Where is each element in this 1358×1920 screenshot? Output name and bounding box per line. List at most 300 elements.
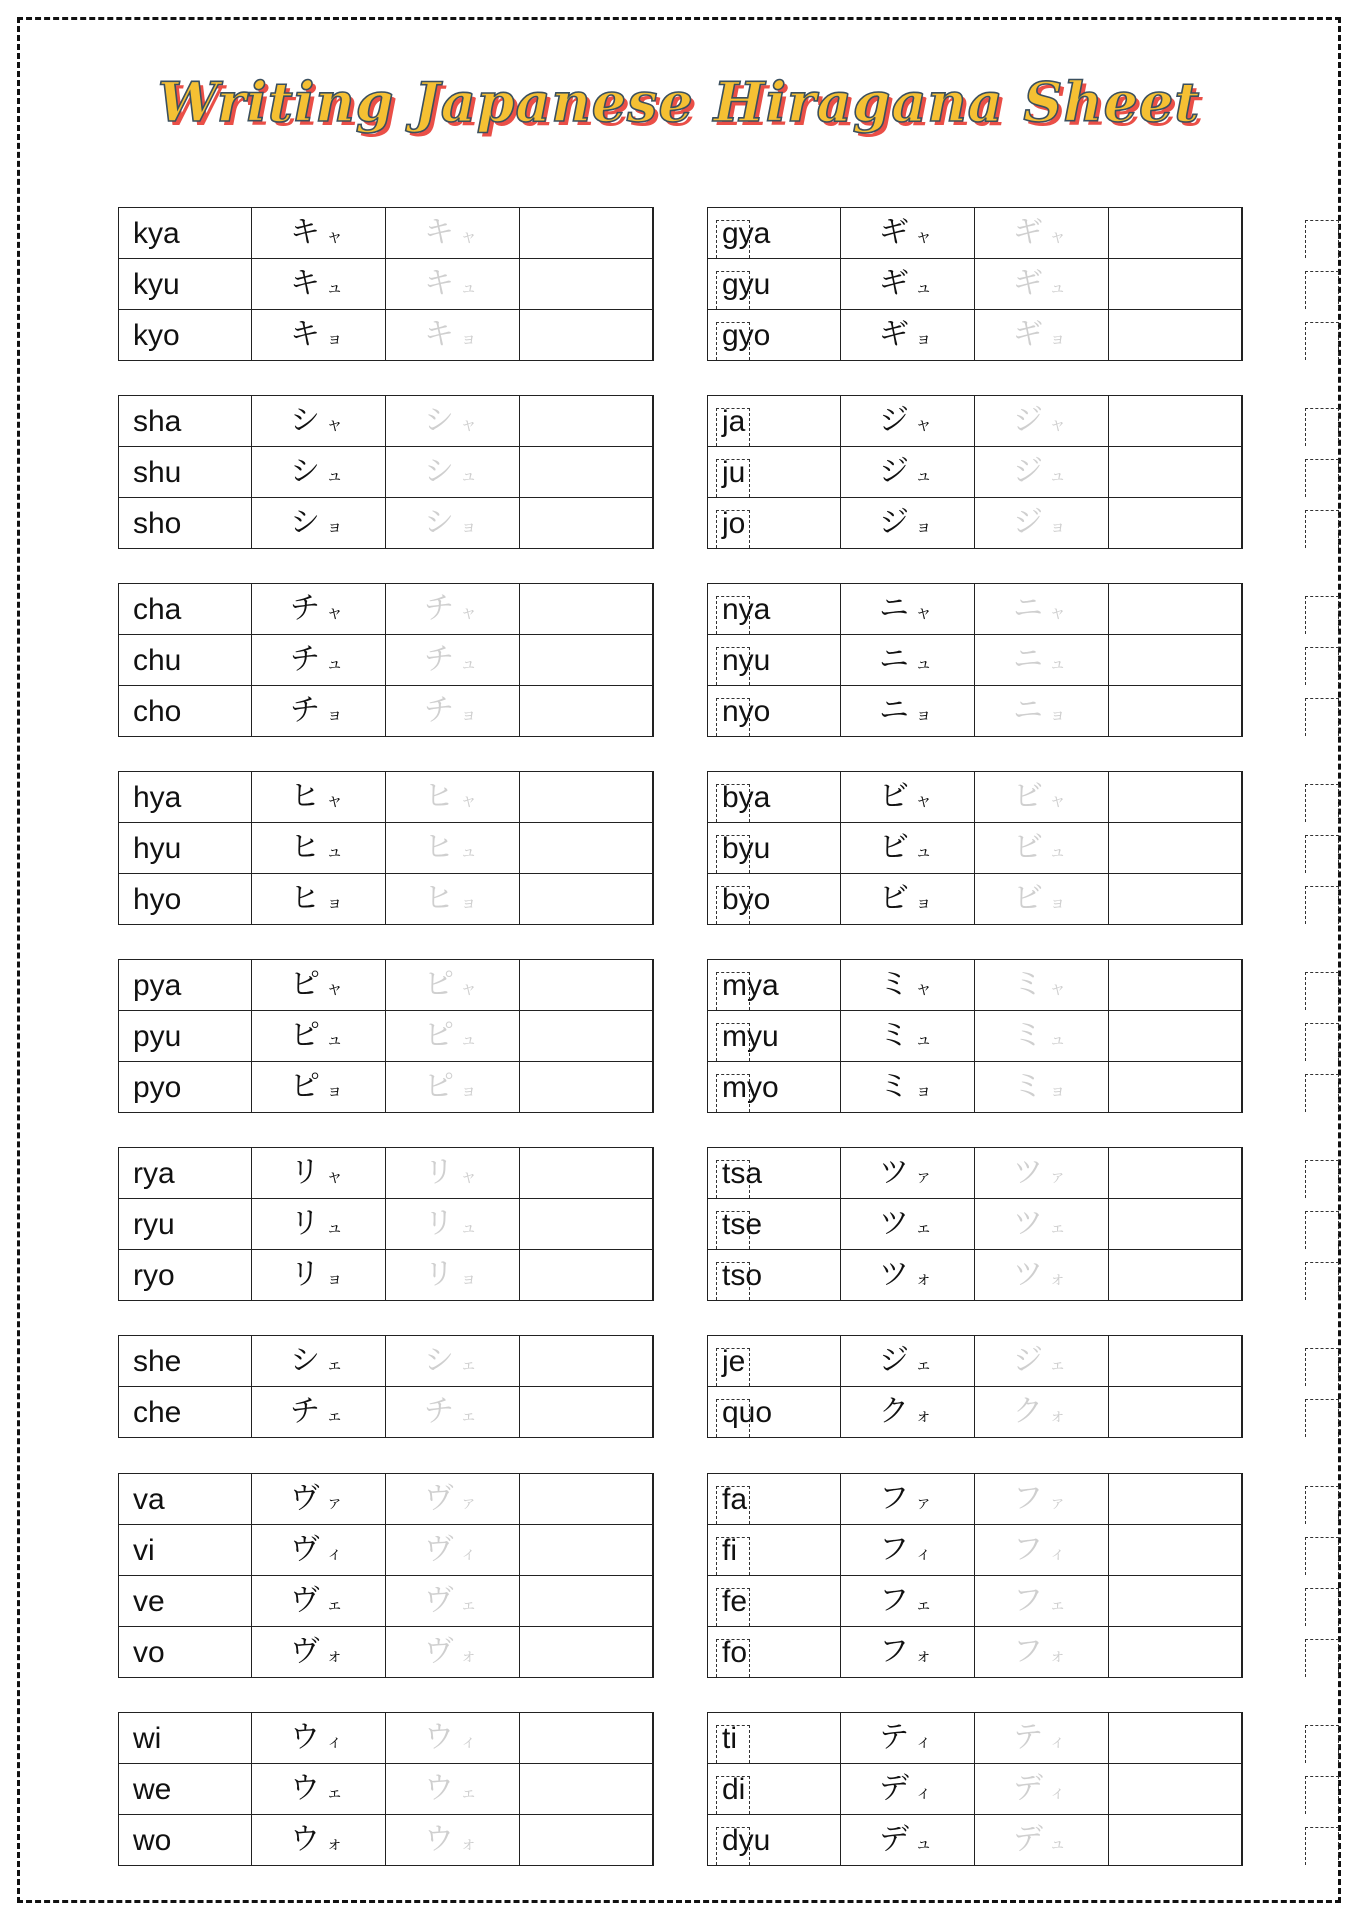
kana-small: ャ [326, 1167, 343, 1187]
trace-base: フ [1013, 1634, 1043, 1669]
kana-small: ィ [326, 1732, 343, 1752]
table-row [708, 1011, 1242, 1062]
table-row [708, 310, 1242, 361]
kana-example [252, 1387, 386, 1437]
writing-cell[interactable] [520, 1199, 653, 1249]
kana-example [841, 1815, 975, 1865]
kana-small: ュ [915, 654, 932, 674]
writing-cell[interactable] [520, 1387, 653, 1437]
trace-base: ヒ [424, 779, 454, 814]
kana-small: ャ [915, 603, 932, 623]
writing-cell[interactable] [520, 1474, 653, 1524]
kana-base: デ [879, 1822, 909, 1857]
romaji-label: jo [708, 498, 841, 548]
dashed-guide-box [1305, 1023, 1339, 1061]
trace-base: シ [424, 403, 454, 438]
kana-small: ャ [915, 227, 932, 247]
kana-trace [975, 1336, 1109, 1386]
trace-small: ャ [460, 979, 477, 999]
writing-cell[interactable] [1109, 1627, 1242, 1677]
writing-cell[interactable] [520, 635, 653, 685]
kana-small: ョ [915, 329, 932, 349]
writing-cell[interactable] [1109, 1525, 1242, 1575]
trace-base: ヒ [424, 830, 454, 865]
table-row [708, 208, 1242, 259]
trace-small: ョ [460, 329, 477, 349]
writing-cell[interactable] [520, 259, 653, 309]
syllable-group [118, 395, 654, 549]
syllable-group [707, 1147, 1243, 1301]
trace-small: ィ [1049, 1783, 1066, 1803]
trace-base: ジ [1013, 1343, 1043, 1378]
writing-cell[interactable] [1109, 874, 1242, 924]
trace-small: ャ [1049, 415, 1066, 435]
dashed-guide-box [1305, 1399, 1339, 1437]
kana-base: リ [290, 1257, 320, 1292]
table-row [119, 1713, 653, 1764]
kana-base: ビ [879, 830, 909, 865]
kana-example [252, 686, 386, 736]
dashed-guide-box [1305, 1725, 1339, 1763]
kana-base: シ [290, 403, 320, 438]
table-row [119, 1627, 653, 1678]
kana-small: ェ [915, 1355, 932, 1375]
writing-cell[interactable] [520, 686, 653, 736]
trace-base: ツ [1013, 1155, 1043, 1190]
romaji-label: pyu [119, 1011, 252, 1061]
writing-cell[interactable] [1109, 1336, 1242, 1386]
writing-cell[interactable] [520, 1627, 653, 1677]
table-row [708, 1062, 1242, 1113]
romaji-label: vi [119, 1525, 252, 1575]
kana-example [841, 686, 975, 736]
writing-cell[interactable] [520, 1250, 653, 1300]
kana-trace [386, 1387, 520, 1437]
kana-example [252, 1336, 386, 1386]
kana-example [252, 498, 386, 548]
kana-trace [975, 1815, 1109, 1865]
writing-cell[interactable] [520, 1525, 653, 1575]
trace-base: ヴ [424, 1583, 454, 1618]
kana-trace [975, 1525, 1109, 1575]
writing-cell[interactable] [1109, 1713, 1242, 1763]
kana-small: ョ [326, 1269, 343, 1289]
writing-cell[interactable] [1109, 1011, 1242, 1061]
table-row [119, 1764, 653, 1815]
dashed-guide-box [1305, 784, 1339, 822]
kana-trace [975, 584, 1109, 634]
dashed-guide-box [1305, 271, 1339, 309]
kana-base: ヴ [290, 1481, 320, 1516]
trace-small: ァ [460, 1493, 477, 1513]
trace-base: キ [424, 266, 454, 301]
kana-small: ォ [915, 1406, 932, 1426]
table-row [708, 584, 1242, 635]
kana-base: キ [290, 317, 320, 352]
dashed-guide-box [1305, 972, 1339, 1010]
kana-example [841, 1199, 975, 1249]
writing-cell[interactable] [520, 447, 653, 497]
table-row [708, 874, 1242, 925]
writing-cell[interactable] [520, 1815, 653, 1865]
kana-example [841, 874, 975, 924]
writing-cell[interactable] [1109, 1764, 1242, 1814]
kana-small: ェ [326, 1595, 343, 1615]
kana-small: ォ [326, 1834, 343, 1854]
syllable-group [707, 207, 1243, 361]
romaji-label: quo [708, 1387, 841, 1437]
romaji-label: vo [119, 1627, 252, 1677]
trace-base: ニ [1013, 693, 1043, 728]
table-row [119, 686, 653, 737]
writing-cell[interactable] [520, 1148, 653, 1198]
kana-small: ャ [326, 979, 343, 999]
syllable-group [118, 959, 654, 1113]
kana-small: ィ [915, 1732, 932, 1752]
writing-cell[interactable] [1109, 1474, 1242, 1524]
trace-base: ヴ [424, 1532, 454, 1567]
kana-base: ニ [879, 642, 909, 677]
kana-small: ァ [326, 1493, 343, 1513]
kana-trace [975, 208, 1109, 258]
kana-small: ェ [915, 1595, 932, 1615]
trace-small: ェ [1049, 1595, 1066, 1615]
writing-cell[interactable] [1109, 772, 1242, 822]
kana-base: ミ [879, 967, 909, 1002]
trace-base: ヴ [424, 1634, 454, 1669]
trace-base: リ [424, 1257, 454, 1292]
trace-small: ェ [460, 1783, 477, 1803]
trace-small: ュ [460, 654, 477, 674]
trace-base: ク [1013, 1394, 1043, 1429]
kana-trace [386, 584, 520, 634]
writing-cell[interactable] [1109, 686, 1242, 736]
kana-base: フ [879, 1481, 909, 1516]
trace-base: リ [424, 1206, 454, 1241]
trace-base: シ [424, 1343, 454, 1378]
writing-cell[interactable] [1109, 1062, 1242, 1112]
kana-base: ヒ [290, 779, 320, 814]
table-row [119, 259, 653, 310]
trace-base: シ [424, 454, 454, 489]
kana-trace [975, 823, 1109, 873]
trace-base: デ [1013, 1822, 1043, 1857]
kana-example [252, 1815, 386, 1865]
writing-cell[interactable] [1109, 1387, 1242, 1437]
trace-small: ョ [460, 517, 477, 537]
kana-small: ュ [915, 1030, 932, 1050]
table-row [708, 259, 1242, 310]
kana-small: ェ [326, 1355, 343, 1375]
kana-small: ィ [915, 1783, 932, 1803]
trace-small: ャ [460, 1167, 477, 1187]
writing-cell[interactable] [1109, 1576, 1242, 1626]
romaji-label: nyu [708, 635, 841, 685]
writing-cell[interactable] [1109, 259, 1242, 309]
kana-example [841, 1525, 975, 1575]
kana-trace [975, 259, 1109, 309]
romaji-label: dyu [708, 1815, 841, 1865]
kana-base: ピ [290, 1069, 320, 1104]
romaji-label: cha [119, 584, 252, 634]
table-row [119, 1250, 653, 1301]
romaji-label: chu [119, 635, 252, 685]
kana-small: ャ [915, 415, 932, 435]
table-row [119, 1815, 653, 1866]
kana-small: ョ [915, 1081, 932, 1101]
romaji-label: che [119, 1387, 252, 1437]
kana-trace [386, 1576, 520, 1626]
kana-trace [386, 1474, 520, 1524]
table-row [119, 823, 653, 874]
trace-base: ヴ [424, 1481, 454, 1516]
writing-cell[interactable] [1109, 960, 1242, 1010]
trace-base: ニ [1013, 591, 1043, 626]
romaji-label: sha [119, 396, 252, 446]
romaji-label: cho [119, 686, 252, 736]
kana-trace [386, 1627, 520, 1677]
kana-base: キ [290, 215, 320, 250]
kana-base: ニ [879, 591, 909, 626]
trace-small: ョ [460, 893, 477, 913]
romaji-label: shu [119, 447, 252, 497]
trace-base: リ [424, 1155, 454, 1190]
trace-base: ジ [1013, 505, 1043, 540]
trace-base: ギ [1013, 317, 1043, 352]
syllable-group [707, 1335, 1243, 1438]
syllable-group [118, 583, 654, 737]
kana-example [252, 1525, 386, 1575]
romaji-label: ryo [119, 1250, 252, 1300]
kana-example [841, 1764, 975, 1814]
kana-small: ャ [326, 603, 343, 623]
kana-trace [975, 635, 1109, 685]
kana-small: ュ [326, 1030, 343, 1050]
writing-cell[interactable] [520, 1011, 653, 1061]
trace-base: ビ [1013, 881, 1043, 916]
writing-cell[interactable] [520, 1062, 653, 1112]
trace-small: ェ [1049, 1218, 1066, 1238]
syllable-group [707, 1473, 1243, 1678]
kana-base: ヴ [290, 1634, 320, 1669]
writing-cell[interactable] [520, 396, 653, 446]
writing-cell[interactable] [520, 498, 653, 548]
writing-cell[interactable] [1109, 823, 1242, 873]
table-row [119, 1062, 653, 1113]
dashed-guide-box [1305, 1776, 1339, 1814]
romaji-label: ti [708, 1713, 841, 1763]
kana-example [252, 208, 386, 258]
writing-cell[interactable] [1109, 208, 1242, 258]
syllable-group [707, 959, 1243, 1113]
writing-cell[interactable] [520, 1576, 653, 1626]
table-row [708, 686, 1242, 737]
kana-example [252, 1713, 386, 1763]
writing-cell[interactable] [520, 772, 653, 822]
kana-base: ウ [290, 1822, 320, 1857]
romaji-label: tse [708, 1199, 841, 1249]
writing-cell[interactable] [520, 823, 653, 873]
kana-trace [975, 396, 1109, 446]
table-row [119, 1011, 653, 1062]
kana-example [841, 1336, 975, 1386]
kana-trace [386, 1336, 520, 1386]
trace-small: ュ [1049, 842, 1066, 862]
kana-example [841, 823, 975, 873]
romaji-label: fo [708, 1627, 841, 1677]
kana-example [841, 772, 975, 822]
kana-trace [386, 1764, 520, 1814]
kana-trace [386, 960, 520, 1010]
writing-cell[interactable] [1109, 310, 1242, 360]
romaji-label: myo [708, 1062, 841, 1112]
trace-small: ャ [460, 415, 477, 435]
kana-trace [975, 498, 1109, 548]
trace-base: テ [1013, 1720, 1043, 1755]
romaji-label: mya [708, 960, 841, 1010]
trace-base: ミ [1013, 967, 1043, 1002]
writing-cell[interactable] [520, 874, 653, 924]
kana-base: チ [290, 1394, 320, 1429]
kana-base: フ [879, 1532, 909, 1567]
kana-trace [386, 447, 520, 497]
kana-example [841, 1627, 975, 1677]
kana-example [841, 1474, 975, 1524]
writing-cell[interactable] [1109, 498, 1242, 548]
romaji-label: fe [708, 1576, 841, 1626]
table-row [708, 1576, 1242, 1627]
kana-trace [975, 447, 1109, 497]
kana-example [252, 772, 386, 822]
trace-base: フ [1013, 1481, 1043, 1516]
writing-cell[interactable] [520, 584, 653, 634]
kana-trace [975, 1627, 1109, 1677]
kana-example [252, 259, 386, 309]
kana-example [252, 1148, 386, 1198]
table-row [708, 1764, 1242, 1815]
kana-small: ァ [915, 1493, 932, 1513]
table-row [119, 772, 653, 823]
kana-trace [386, 823, 520, 873]
kana-base: ビ [879, 881, 909, 916]
trace-small: ュ [1049, 654, 1066, 674]
romaji-label: ryu [119, 1199, 252, 1249]
kana-small: ュ [326, 842, 343, 862]
romaji-label: she [119, 1336, 252, 1386]
kana-small: ョ [915, 705, 932, 725]
trace-small: ュ [460, 1030, 477, 1050]
table-row [119, 1576, 653, 1627]
writing-cell[interactable] [1109, 1148, 1242, 1198]
kana-base: キ [290, 266, 320, 301]
table-row [119, 635, 653, 686]
syllable-group [118, 1335, 654, 1438]
writing-cell[interactable] [520, 310, 653, 360]
trace-small: ャ [460, 227, 477, 247]
kana-example [252, 1062, 386, 1112]
dashed-guide-box [1305, 1348, 1339, 1386]
writing-cell[interactable] [520, 960, 653, 1010]
trace-small: ャ [1049, 979, 1066, 999]
kana-small: ァ [915, 1167, 932, 1187]
romaji-label: nya [708, 584, 841, 634]
writing-cell[interactable] [1109, 635, 1242, 685]
trace-small: ョ [460, 1081, 477, 1101]
dashed-guide-box [1305, 459, 1339, 497]
romaji-label: ve [119, 1576, 252, 1626]
trace-base: キ [424, 317, 454, 352]
writing-cell[interactable] [1109, 396, 1242, 446]
kana-example [841, 584, 975, 634]
writing-cell[interactable] [520, 1764, 653, 1814]
kana-base: ジ [879, 454, 909, 489]
trace-small: ョ [1049, 893, 1066, 913]
romaji-label: pyo [119, 1062, 252, 1112]
trace-base: キ [424, 215, 454, 250]
kana-trace [386, 1713, 520, 1763]
romaji-label: je [708, 1336, 841, 1386]
writing-cell[interactable] [1109, 584, 1242, 634]
trace-small: ョ [1049, 705, 1066, 725]
romaji-label: ja [708, 396, 841, 446]
writing-cell[interactable] [520, 208, 653, 258]
syllable-group [118, 207, 654, 361]
kana-base: シ [290, 1343, 320, 1378]
dashed-guide-box [1305, 1211, 1339, 1249]
kana-small: ュ [326, 466, 343, 486]
trace-small: ョ [1049, 1081, 1066, 1101]
writing-cell[interactable] [520, 1336, 653, 1386]
kana-example [252, 396, 386, 446]
trace-base: ミ [1013, 1069, 1043, 1104]
trace-small: ェ [460, 1595, 477, 1615]
kana-small: ォ [915, 1269, 932, 1289]
table-row [708, 960, 1242, 1011]
romaji-label: fa [708, 1474, 841, 1524]
syllable-group [707, 395, 1243, 549]
kana-example [841, 498, 975, 548]
trace-base: ミ [1013, 1018, 1043, 1053]
kana-small: ョ [326, 1081, 343, 1101]
writing-cell[interactable] [520, 1713, 653, 1763]
kana-trace [975, 1250, 1109, 1300]
table-row [119, 498, 653, 549]
kana-small: ョ [326, 517, 343, 537]
writing-cell[interactable] [1109, 447, 1242, 497]
kana-base: ツ [879, 1206, 909, 1241]
kana-example [252, 635, 386, 685]
trace-small: ェ [460, 1406, 477, 1426]
table-row [708, 1474, 1242, 1525]
trace-base: シ [424, 505, 454, 540]
kana-example [841, 1713, 975, 1763]
kana-base: チ [290, 591, 320, 626]
kana-trace [386, 1062, 520, 1112]
trace-small: ャ [1049, 603, 1066, 623]
writing-cell[interactable] [1109, 1250, 1242, 1300]
table-row [708, 1815, 1242, 1866]
kana-small: ョ [915, 893, 932, 913]
kana-example [252, 310, 386, 360]
writing-cell[interactable] [1109, 1815, 1242, 1865]
kana-trace [386, 686, 520, 736]
kana-trace [386, 310, 520, 360]
writing-cell[interactable] [1109, 1199, 1242, 1249]
romaji-label: ju [708, 447, 841, 497]
dashed-guide-box [1305, 510, 1339, 548]
kana-small: ャ [326, 415, 343, 435]
kana-base: ヴ [290, 1583, 320, 1618]
